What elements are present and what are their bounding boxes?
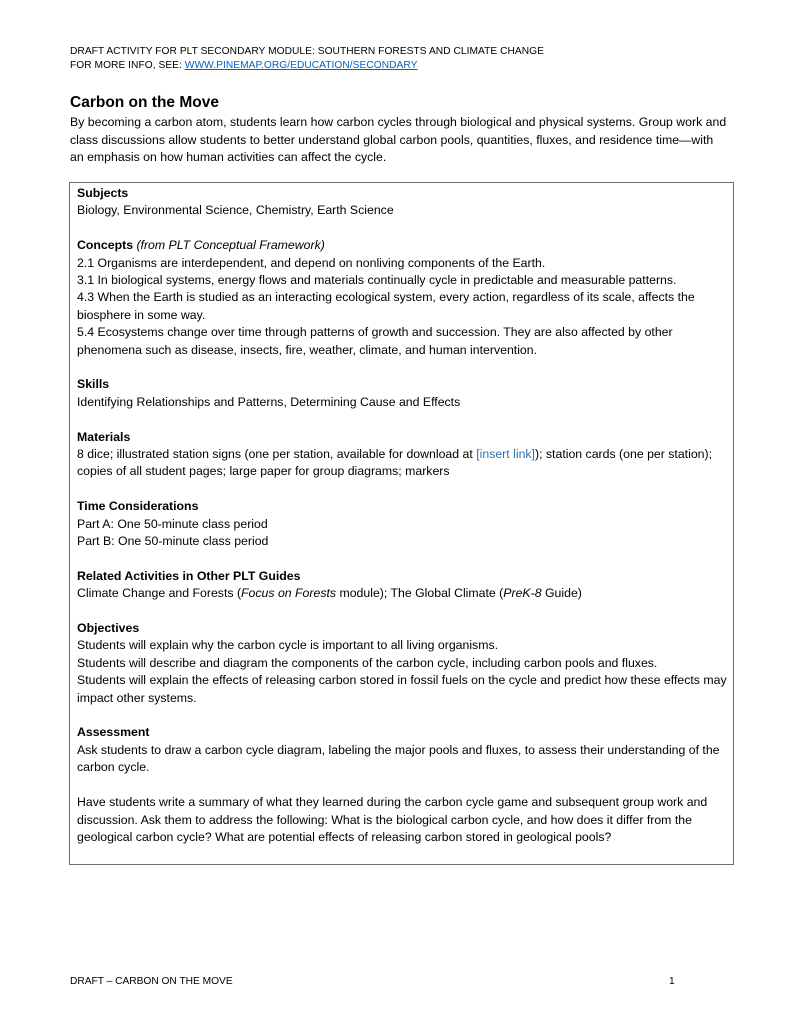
assessment-heading: Assessment xyxy=(77,725,150,740)
assessment-summary-section xyxy=(77,794,727,846)
concept-item: 3.1 In biological systems, energy flows and materials continually cycle in predictable and measurable patterns. xyxy=(77,273,677,288)
related-text xyxy=(77,585,727,602)
assessment-section xyxy=(77,724,727,776)
intro-paragraph: By becoming a carbon atom, students learn how carbon cycles through biological and physical systems. Group work and class discussions allow students to better understand global carbon pools, quantities, fluxes, and residence time—with an emphasis on how human activities can affect the cycle. xyxy=(70,115,727,164)
concepts-heading: Concepts xyxy=(77,238,134,253)
skills-section xyxy=(77,376,727,411)
objectives-section xyxy=(77,620,727,707)
concept-item: 5.4 Ecosystems change over time through patterns of growth and succession. They are also affected by other phenomena such as disease, insects, fire, weather, climate, and human intervention. xyxy=(77,325,673,357)
concepts-heading-line xyxy=(77,237,727,254)
skills-heading: Skills xyxy=(77,377,110,392)
pinemap-link[interactable]: WWW.PINEMAP.ORG/EDUCATION/SECONDARY xyxy=(184,60,418,71)
objective-item: Students will explain why the carbon cycle is important to all living organisms. xyxy=(77,638,499,653)
materials-text xyxy=(77,446,727,481)
header-line-1: DRAFT ACTIVITY FOR PLT SECONDARY MODULE: SOUTHERN FORESTS AND CLIMATE CHANGE xyxy=(70,46,545,57)
subjects-text: Biology, Environmental Science, Chemistry, Earth Science xyxy=(77,203,394,218)
materials-heading: Materials xyxy=(77,429,131,444)
page-title: Carbon on the Move xyxy=(70,94,219,111)
header-more-info-label: FOR MORE INFO, SEE: xyxy=(70,60,185,71)
related-text-part: Climate Change and Forests ( xyxy=(77,586,242,601)
time-item: Part A: One 50-minute class period xyxy=(77,516,268,531)
footer-title: DRAFT – CARBON ON THE MOVE xyxy=(70,976,233,987)
skills-text: Identifying Relationships and Patterns, Determining Cause and Effects xyxy=(77,394,461,409)
concept-item: 2.1 Organisms are interdependent, and depend on nonliving components of the Earth. xyxy=(77,255,546,270)
concepts-section xyxy=(77,237,727,359)
header-line-2 xyxy=(70,59,730,73)
objectives-heading: Objectives xyxy=(77,621,140,636)
objective-item: Students will explain the effects of releasing carbon stored in fossil fuels on the cycle and predict how these effects may impact other systems. xyxy=(77,673,727,705)
subjects-heading: Subjects xyxy=(77,186,129,200)
related-guide-name: Focus on Forests xyxy=(241,586,337,601)
materials-text-start: 8 dice; illustrated station signs (one per station, available for download at xyxy=(77,447,477,462)
concepts-subtitle: (from PLT Conceptual Framework) xyxy=(136,238,325,253)
related-text-part: Guide) xyxy=(541,586,582,601)
assessment-paragraph: Ask students to draw a carbon cycle diagram, labeling the major pools and fluxes, to assess their understanding of the carbon cycle. xyxy=(77,742,720,775)
time-item: Part B: One 50-minute class period xyxy=(77,534,269,549)
subjects-section xyxy=(77,185,727,220)
time-section xyxy=(77,498,727,550)
related-guide-name: PreK-8 xyxy=(503,586,542,601)
concept-item: 4.3 When the Earth is studied as an interacting ecological system, every action, regardless of its scale, affects the biosphere in some way. xyxy=(77,290,695,322)
insert-link-placeholder[interactable]: [insert link] xyxy=(476,447,535,462)
time-heading: Time Considerations xyxy=(77,499,199,514)
page-header xyxy=(70,45,730,73)
related-heading: Related Activities in Other PLT Guides xyxy=(77,568,301,583)
materials-text-end: ); station cards (one per station); copies of all student pages; large paper for group diagrams; markers xyxy=(77,447,713,479)
related-section xyxy=(77,568,727,603)
assessment-paragraph: Have students write a summary of what they learned during the carbon cycle game and subsequent group work and discussion. Ask them to address the following: What is the biological carbon cycle, and how does it differ from the geological carbon cycle? What are potential effects of releasing carbon stored in geological pools? xyxy=(77,795,708,844)
related-text-part: module); The Global Climate ( xyxy=(336,586,504,601)
materials-section xyxy=(77,429,727,481)
activity-summary-box xyxy=(69,182,734,865)
objective-item: Students will describe and diagram the components of the carbon cycle, including carbon pools and fluxes. xyxy=(77,655,658,670)
page-number: 1 xyxy=(669,976,675,987)
